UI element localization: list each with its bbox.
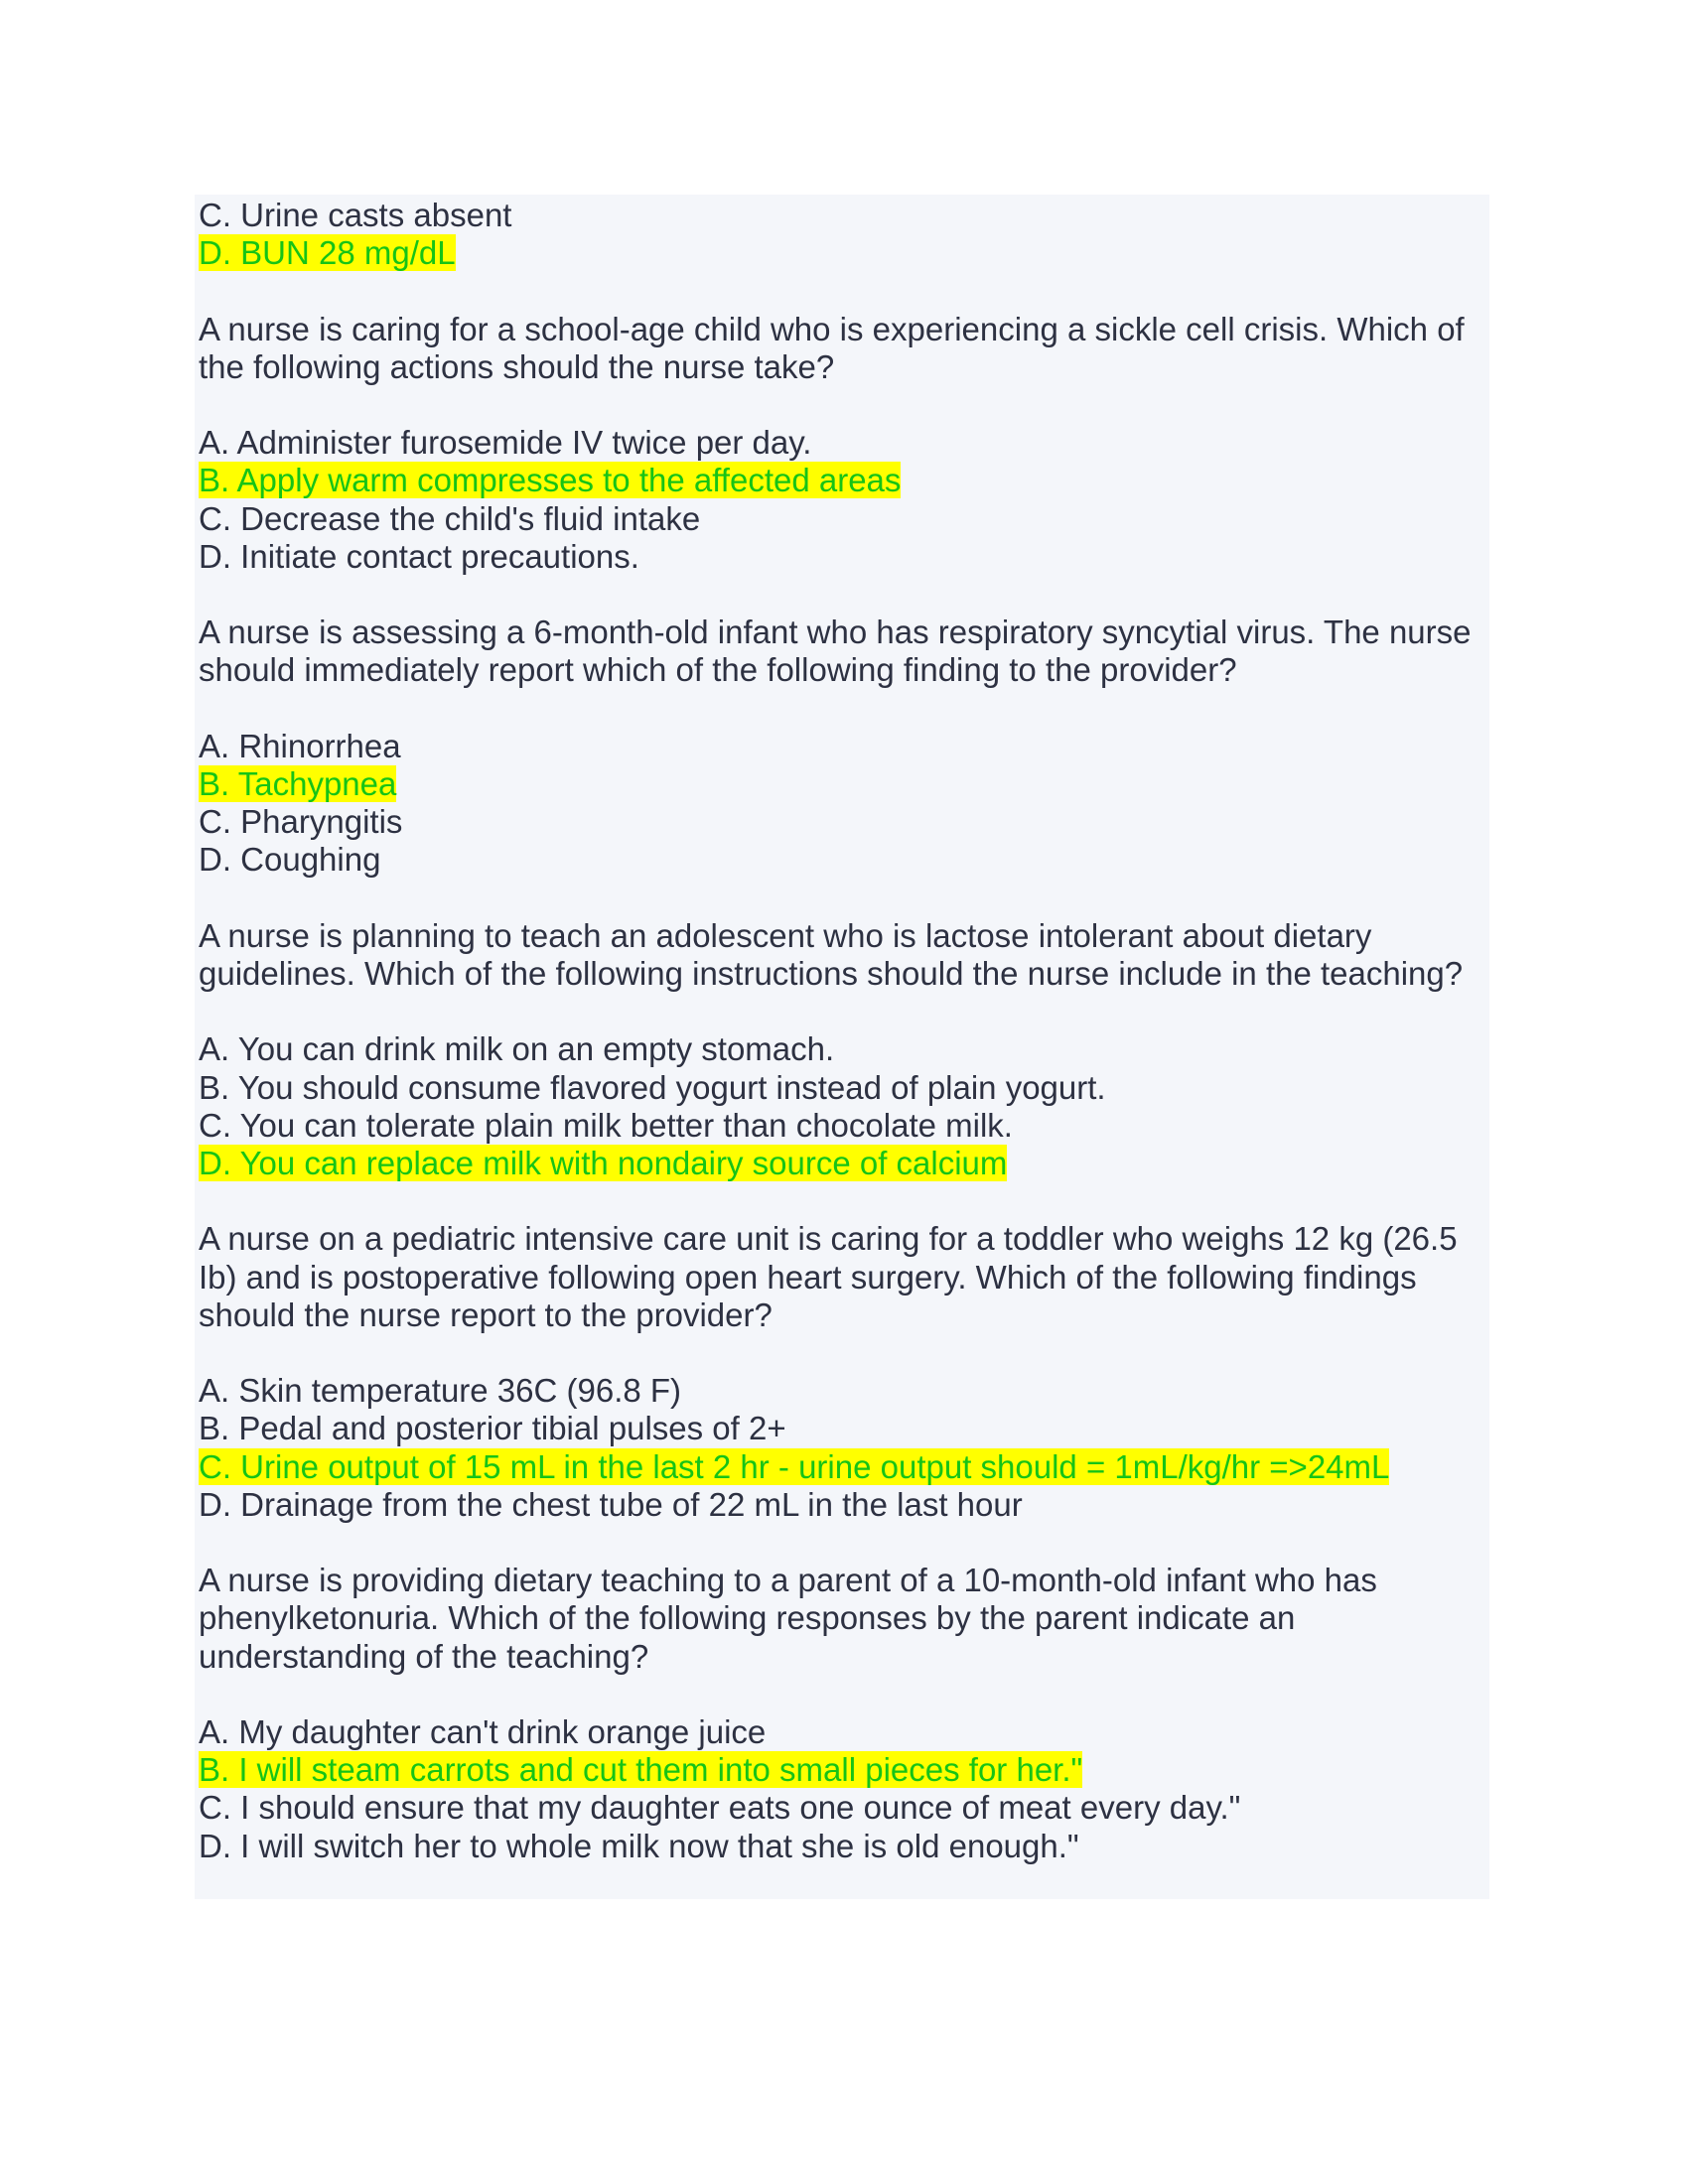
option-c [199, 197, 1489, 234]
option-b: B. Pedal and posterior tibial pulses of 2+ [199, 1410, 786, 1447]
option-c: C. You can tolerate plain milk better than chocolate milk. [199, 1106, 1013, 1144]
question-5 [199, 1562, 1489, 1865]
highlighted-answer: B. Apply warm compresses to the affected areas [199, 462, 902, 499]
option-d: D. Coughing [199, 841, 381, 879]
question-3 [199, 917, 1489, 1182]
option-list [199, 197, 1489, 272]
option-a: A. Rhinorrhea [199, 727, 401, 764]
option-b-answer [199, 1751, 1489, 1789]
option-b-answer [199, 462, 1489, 499]
spacer [199, 993, 1489, 1030]
option-d: D. Drainage from the chest tube of 22 mL in the last hour [199, 1485, 1023, 1523]
option-text: C. Urine casts absent [199, 197, 512, 233]
spacer [199, 880, 1489, 917]
option-a: A. My daughter can't drink orange juice [199, 1712, 767, 1750]
question-stem-line: understanding of the teaching? [199, 1637, 649, 1675]
option-c-answer [199, 1448, 1489, 1486]
question-stem-line: guidelines. Which of the following instructions should the nurse include in the teaching? [199, 954, 1464, 992]
question-stem-line: should immediately report which of the following finding to the provider? [199, 651, 1237, 689]
document-content [199, 197, 1489, 1865]
highlighted-answer: D. You can replace milk with nondairy source of calcium [199, 1144, 1008, 1181]
question-2 [199, 614, 1489, 879]
spacer [199, 1182, 1489, 1220]
option-b-answer [199, 765, 1489, 803]
question-4 [199, 1220, 1489, 1524]
spacer [199, 1524, 1489, 1562]
question-stem-line: should the nurse report to the provider? [199, 1296, 773, 1333]
highlighted-answer: C. Urine output of 15 mL in the last 2 hr - urine output should = 1mL/kg/hr =>24mL [199, 1447, 1390, 1485]
option-d-answer [199, 1145, 1489, 1182]
option-c: C. Decrease the child's fluid intake [199, 499, 701, 537]
question-stem-line: the following actions should the nurse take? [199, 347, 835, 385]
spacer [199, 272, 1489, 310]
question-stem-line: A nurse is planning to teach an adolescent who is lactose intolerant about dietary [199, 916, 1372, 954]
option-a: A. Administer furosemide IV twice per day. [199, 424, 812, 462]
highlighted-answer: B. I will steam carrots and cut them into small pieces for her." [199, 1751, 1083, 1789]
question-stem-line: A nurse is providing dietary teaching to a parent of a 10-month-old infant who has [199, 1562, 1377, 1599]
spacer [199, 576, 1489, 614]
option-d: D. Initiate contact precautions. [199, 537, 639, 575]
option-a: A. You can drink milk on an empty stomach. [199, 1030, 835, 1068]
spacer [199, 386, 1489, 424]
question-stem-line: A nurse on a pediatric intensive care unit is caring for a toddler who weighs 12 kg (26.5 [199, 1220, 1458, 1258]
option-b: B. You should consume flavored yogurt instead of plain yogurt. [199, 1068, 1106, 1106]
question-1 [199, 311, 1489, 576]
option-d: D. I will switch her to whole milk now that she is old enough." [199, 1827, 1079, 1864]
option-a: A. Skin temperature 36C (96.8 F) [199, 1372, 682, 1410]
question-stem-line: A nurse is caring for a school-age child who is experiencing a sickle cell crisis. Which of [199, 310, 1465, 347]
highlighted-answer: D. BUN 28 mg/dL [199, 234, 456, 272]
spacer [199, 1334, 1489, 1372]
spacer [199, 690, 1489, 728]
option-c: C. I should ensure that my daughter eats one ounce of meat every day." [199, 1789, 1241, 1827]
question-stem-line: phenylketonuria. Which of the following responses by the parent indicate an [199, 1599, 1296, 1637]
question-stem-line: A nurse is assessing a 6-month-old infant who has respiratory syncytial virus. The nurse [199, 614, 1472, 651]
spacer [199, 1676, 1489, 1713]
highlighted-answer: B. Tachypnea [199, 764, 397, 802]
option-c: C. Pharyngitis [199, 803, 403, 841]
question-stem-line: Ib) and is postoperative following open heart surgery. Which of the following findings [199, 1258, 1417, 1296]
option-d-answer [199, 234, 1489, 272]
